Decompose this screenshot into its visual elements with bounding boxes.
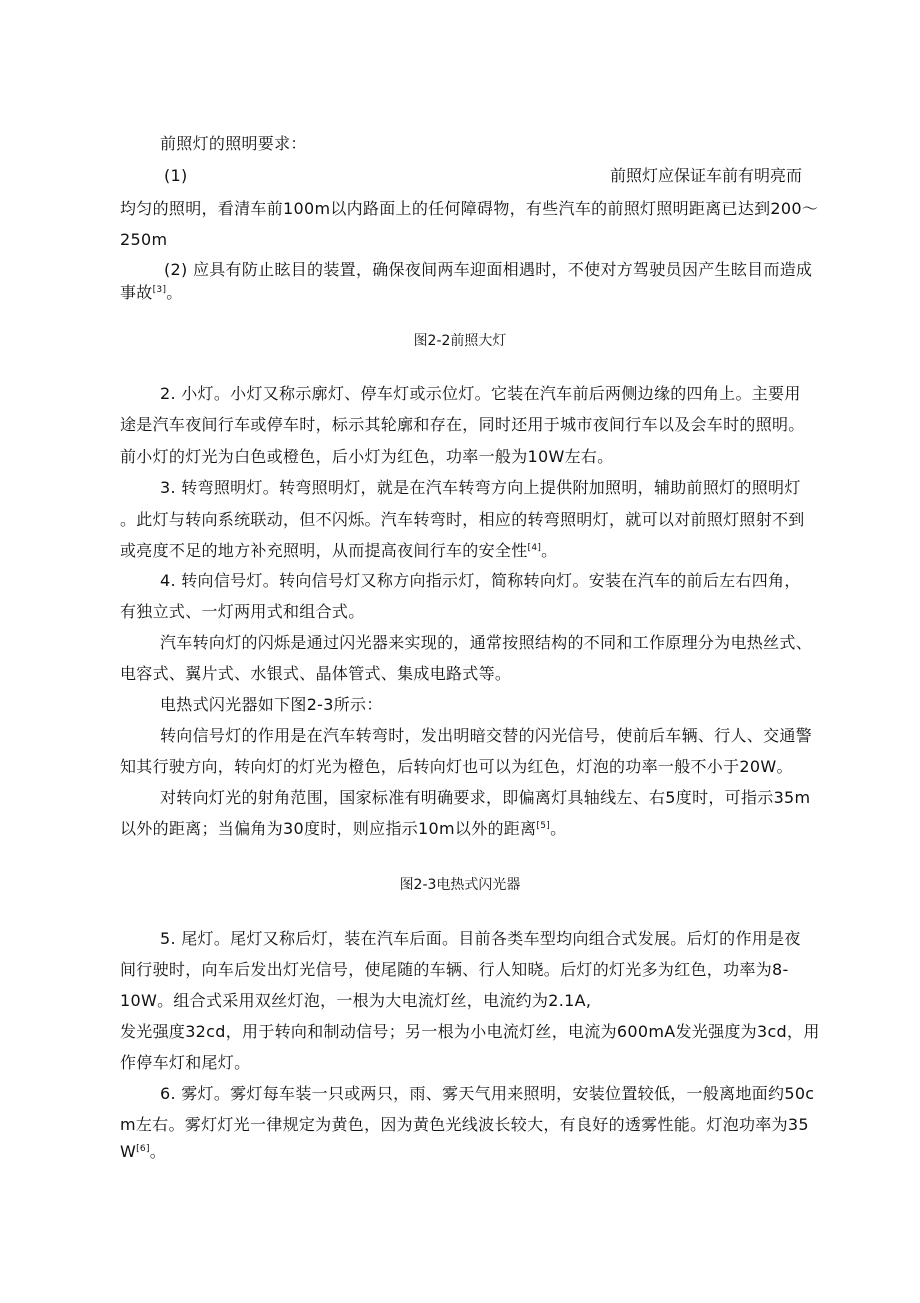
citation-4: [4] — [527, 543, 542, 553]
paragraph-9-line3: 10W。组合式采用双丝灯泡，一根为大电流灯丝，电流约为2.1A, — [120, 991, 592, 1010]
citation-3: [3] — [152, 285, 167, 295]
paragraph-5-line1: 汽车转向灯的闪烁是通过闪光器来实现的，通常按照结构的不同和工作原理分为电热丝式、 — [160, 633, 813, 652]
item2-text-line1: (2) 应具有防止眩目的装置，确保夜间两车迎面相遇时，不使对方驾驶员因产生眩目而造成 — [164, 260, 813, 279]
citation-5: [5] — [536, 821, 551, 831]
paragraph-4-line2: 有独立式、一灯两用式和组合式。 — [120, 602, 365, 621]
paragraph-2-line2: 途是汽车夜间行车或停车时，标示其轮廓和存在，同时还用于城市夜间行车以及会车时的照明。 — [120, 415, 805, 434]
citation-6: [6] — [136, 1144, 150, 1154]
item2-text-line2: 事故[3]。 — [120, 283, 183, 302]
paragraph-6-line1: 电热式闪光器如下图2-3所示： — [160, 695, 383, 714]
item1-number: (1) — [164, 166, 188, 185]
paragraph-8-line2: 以外的距离；当偏角为30度时，则应指示10m以外的距离[5]。 — [120, 819, 567, 838]
item1-text-line2: 均匀的照明，看清车前100m以内路面上的任何障碍物，有些汽车的前照灯照明距离已达到200～ — [120, 199, 819, 218]
item1-text-line3: 250m — [120, 230, 168, 249]
paragraph-5-line2: 电容式、翼片式、水银式、晶体管式、集成电路式等。 — [120, 664, 512, 683]
paragraph-intro: 前照灯的照明要求： — [160, 134, 307, 153]
paragraph-10-line2: m左右。雾灯灯光一律规定为黄色，因为黄色光线波长较大，有良好的透雾性能。灯泡功率为35 — [120, 1115, 809, 1134]
paragraph-2-line1: 2. 小灯。小灯又称示廓灯、停车灯或示位灯。它装在汽车前后两侧边缘的四角上。主要用 — [160, 384, 801, 403]
paragraph-10-line1: 6. 雾灯。雾灯每车装一只或两只，雨、雾天气用来照明，安装位置较低，一般离地面约50c — [160, 1084, 815, 1103]
figure-caption-2-3: 图2-3电热式闪光器 — [399, 877, 521, 893]
paragraph-3-line2: 。此灯与转向系统联动，但不闪烁。汽车转弯时，相应的转弯照明灯，就可以对前照灯照射不到 — [120, 510, 805, 529]
paragraph-10-line3: W[6]。 — [120, 1142, 167, 1161]
paragraph-9-line2: 间行驶时，向车后发出灯光信号，使尾随的车辆、行人知晓。后灯的灯光多为红色，功率为8- — [120, 960, 789, 979]
paragraph-7-line1: 转向信号灯的作用是在汽车转弯时，发出明暗交替的闪光信号，使前后车辆、行人、交通警 — [160, 726, 813, 745]
figure-caption-2-2: 图2-2前照大灯 — [413, 333, 507, 349]
paragraph-3-line1: 3. 转弯照明灯。转弯照明灯，就是在汽车转弯方向上提供附加照明，辅助前照灯的照明灯 — [160, 478, 801, 497]
paragraph-9-line1: 5. 尾灯。尾灯又称后灯，装在汽车后面。目前各类车型均向组合式发展。后灯的作用是夜 — [160, 929, 801, 948]
paragraph-7-line2: 知其行驶方向，转向灯的灯光为橙色，后转向灯也可以为红色，灯泡的功率一般不小于20W。 — [120, 757, 793, 776]
paragraph-2-line3: 前小灯的灯光为白色或橙色，后小灯为红色，功率一般为10W左右。 — [120, 447, 614, 466]
paragraph-3-line3: 或亮度不足的地方补充照明，从而提高夜间行车的安全性[4]。 — [120, 541, 558, 560]
paragraph-9-line5: 作停车灯和尾灯。 — [120, 1053, 251, 1072]
paragraph-8-line1: 对转向灯光的射角范围，国家标准有明确要求，即偏离灯具轴线左、右5度时，可指示35m — [160, 788, 811, 807]
paragraph-4-line1: 4. 转向信号灯。转向信号灯又称方向指示灯，简称转向灯。安装在汽车的前后左右四角， — [160, 571, 801, 590]
paragraph-9-line4: 发光强度32cd，用于转向和制动信号；另一根为小电流灯丝，电流为600mA发光强度为3cd，用 — [120, 1022, 820, 1041]
item1-text-start: 前照灯应保证车前有明亮而 — [610, 166, 803, 185]
